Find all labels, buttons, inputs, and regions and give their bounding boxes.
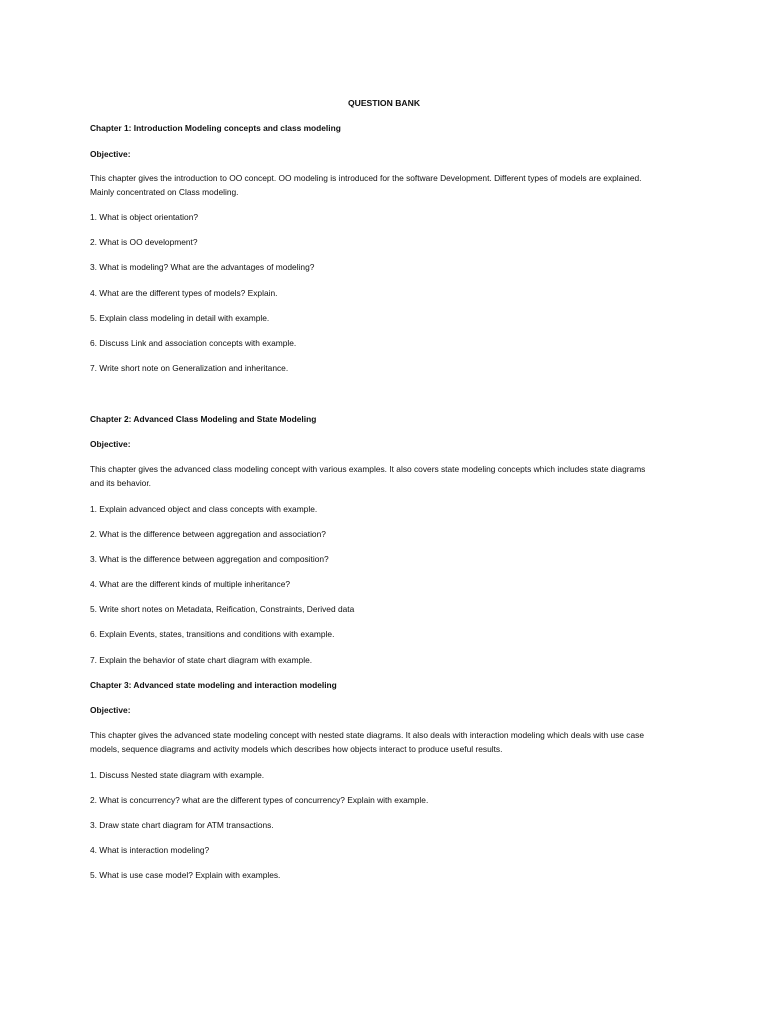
chapter-3-question: 1. Discuss Nested state diagram with example. (90, 770, 265, 780)
chapter-1-question: 4. What are the different types of models? Explain. (90, 288, 278, 298)
chapter-2-question: 1. Explain advanced object and class concepts with example. (90, 504, 318, 514)
chapter-2-objective-line-2: and its behavior. (90, 478, 151, 488)
chapter-2-question: 7. Explain the behavior of state chart diagram with example. (90, 655, 313, 665)
chapter-2-objective-label: Objective: (90, 439, 131, 449)
chapter-2-question: 6. Explain Events, states, transitions and conditions with example. (90, 629, 335, 639)
chapter-2-question: 4. What are the different kinds of multiple inheritance? (90, 579, 291, 589)
chapter-3-objective-line-1: This chapter gives the advanced state modeling concept with nested state diagrams. It also deals with interaction modeling which deals with use case (90, 730, 644, 740)
chapter-3-question: 2. What is concurrency? what are the different types of concurrency? Explain with example. (90, 795, 429, 805)
chapter-1-objective-line-2: Mainly concentrated on Class modeling. (90, 187, 239, 197)
chapter-3-question: 5. What is use case model? Explain with examples. (90, 870, 281, 880)
chapter-2-question: 5. Write short notes on Metadata, Reification, Constraints, Derived data (90, 604, 355, 614)
chapter-3-heading: Chapter 3: Advanced state modeling and interaction modeling (90, 680, 337, 690)
page-title: QUESTION BANK (347, 98, 421, 108)
chapter-1-question: 2. What is OO development? (90, 237, 198, 247)
chapter-3-objective-line-2: models, sequence diagrams and activity models which describes how objects interact to produce useful results. (90, 744, 503, 754)
chapter-1-question: 1. What is object orientation? (90, 212, 199, 222)
chapter-1-heading: Chapter 1: Introduction Modeling concepts and class modeling (90, 123, 341, 133)
chapter-2-question: 3. What is the difference between aggregation and composition? (90, 554, 329, 564)
chapter-2-heading: Chapter 2: Advanced Class Modeling and State Modeling (90, 414, 317, 424)
chapter-3-question: 3. Draw state chart diagram for ATM transactions. (90, 820, 274, 830)
chapter-1-question: 6. Discuss Link and association concepts with example. (90, 338, 297, 348)
chapter-3-objective-label: Objective: (90, 705, 131, 715)
chapter-3-question: 4. What is interaction modeling? (90, 845, 210, 855)
chapter-2-objective-line-1: This chapter gives the advanced class modeling concept with various examples. It also covers state modeling concepts which includes state diagrams (90, 464, 646, 474)
chapter-1-question: 5. Explain class modeling in detail with example. (90, 313, 270, 323)
chapter-2-question: 2. What is the difference between aggregation and association? (90, 529, 326, 539)
chapter-1-objective-label: Objective: (90, 149, 131, 159)
chapter-1-question: 3. What is modeling? What are the advantages of modeling? (90, 262, 315, 272)
chapter-1-question: 7. Write short note on Generalization and inheritance. (90, 363, 289, 373)
chapter-1-objective-line-1: This chapter gives the introduction to OO concept. OO modeling is introduced for the software Development. Different types of models are explained. (90, 173, 642, 183)
